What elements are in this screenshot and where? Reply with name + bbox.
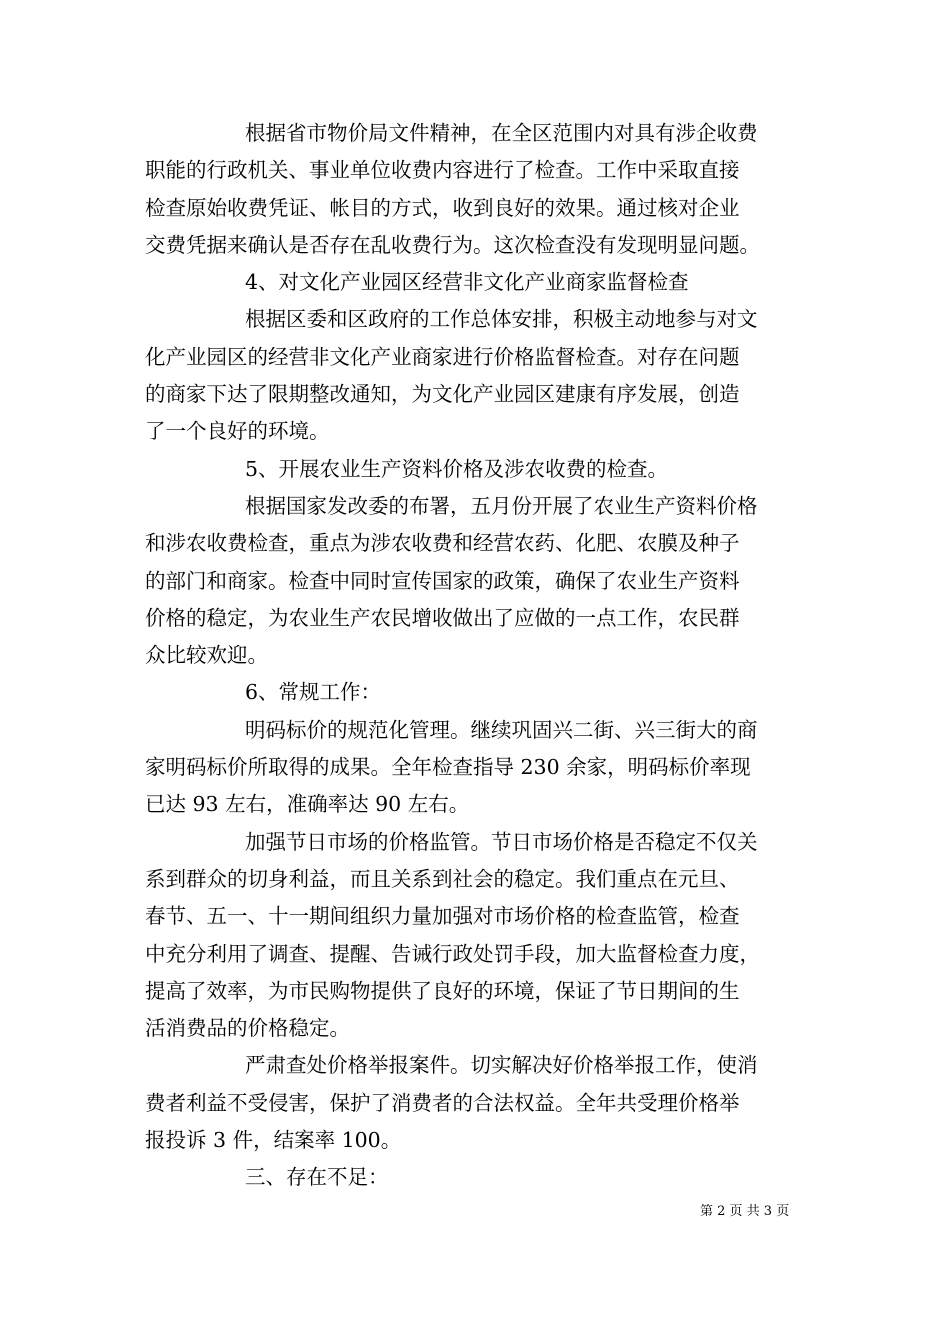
text-line: 职能的行政机关、事业单位收费内容进行了检查。工作中采取直接 xyxy=(145,158,740,183)
document-body xyxy=(145,115,810,1197)
text-line: 的商家下达了限期整改通知，为文化产业园区建康有序发展，创造 xyxy=(145,382,740,407)
text-line: 价格的稳定，为农业生产农民增收做出了应做的一点工作，农民群 xyxy=(145,605,740,630)
text-line: 检查原始收费凭证、帐目的方式，收到良好的效果。通过核对企业 xyxy=(145,195,740,220)
text-line: 春节、五一、十一期间组织力量加强对市场价格的检查监管，检查 xyxy=(145,904,740,929)
text-line: 和涉农收费检查，重点为涉农收费和经营农药、化肥、农膜及种子 xyxy=(145,531,740,556)
text-line: 已达 93 左右，准确率达 90 左右。 xyxy=(145,792,470,817)
text-line: 了一个良好的环境。 xyxy=(145,419,330,444)
text-line: 报投诉 3 件，结案率 100。 xyxy=(145,1128,402,1153)
page-footer: 第 2 页 共 3 页 xyxy=(700,1204,790,1219)
text-line: 根据省市物价局文件精神，在全区范围内对具有涉企收费 xyxy=(245,121,758,145)
text-line: 的部门和商家。检查中同时宣传国家的政策，确保了农业生产资料 xyxy=(145,568,740,593)
text-line: 明码标价的规范化管理。继续巩固兴二街、兴三街大的商 xyxy=(245,717,758,742)
text-line: 严肃查处价格举报案件。切实解决好价格举报工作，使消 xyxy=(245,1053,758,1078)
text-line: 交费凭据来确认是否存在乱收费行为。这次检查没有发现明显问题。 xyxy=(145,232,760,257)
text-line: 三、存在不足： xyxy=(245,1165,389,1190)
text-line: 6、常规工作： xyxy=(245,680,382,705)
text-line: 提高了效率，为市民购物提供了良好的环境，保证了节日期间的生 xyxy=(145,978,740,1003)
text-line: 4、对文化产业园区经营非文化产业商家监督检查 xyxy=(245,270,689,295)
text-line: 5、开展农业生产资料价格及涉农收费的检查。 xyxy=(245,456,669,481)
text-line: 中充分利用了调查、提醒、告诫行政处罚手段，加大监督检查力度， xyxy=(145,941,760,966)
text-line: 众比较欢迎。 xyxy=(145,643,268,668)
text-line: 活消费品的价格稳定。 xyxy=(145,1016,350,1041)
text-line: 根据区委和区政府的工作总体安排，积极主动地参与对文 xyxy=(245,307,758,332)
text-line: 根据国家发改委的布署，五月份开展了农业生产资料价格 xyxy=(245,493,758,518)
text-line: 加强节日市场的价格监管。节日市场价格是否稳定不仅关 xyxy=(245,829,758,854)
text-line: 家明码标价所取得的成果。全年检查指导 230 余家，明码标价率现 xyxy=(145,755,751,780)
text-line: 系到群众的切身利益，而且关系到社会的稳定。我们重点在元旦、 xyxy=(145,866,740,891)
text-line: 费者利益不受侵害，保护了消费者的合法权益。全年共受理价格举 xyxy=(145,1090,740,1115)
text-line: 化产业园区的经营非文化产业商家进行价格监督检查。对存在问题 xyxy=(145,344,740,369)
